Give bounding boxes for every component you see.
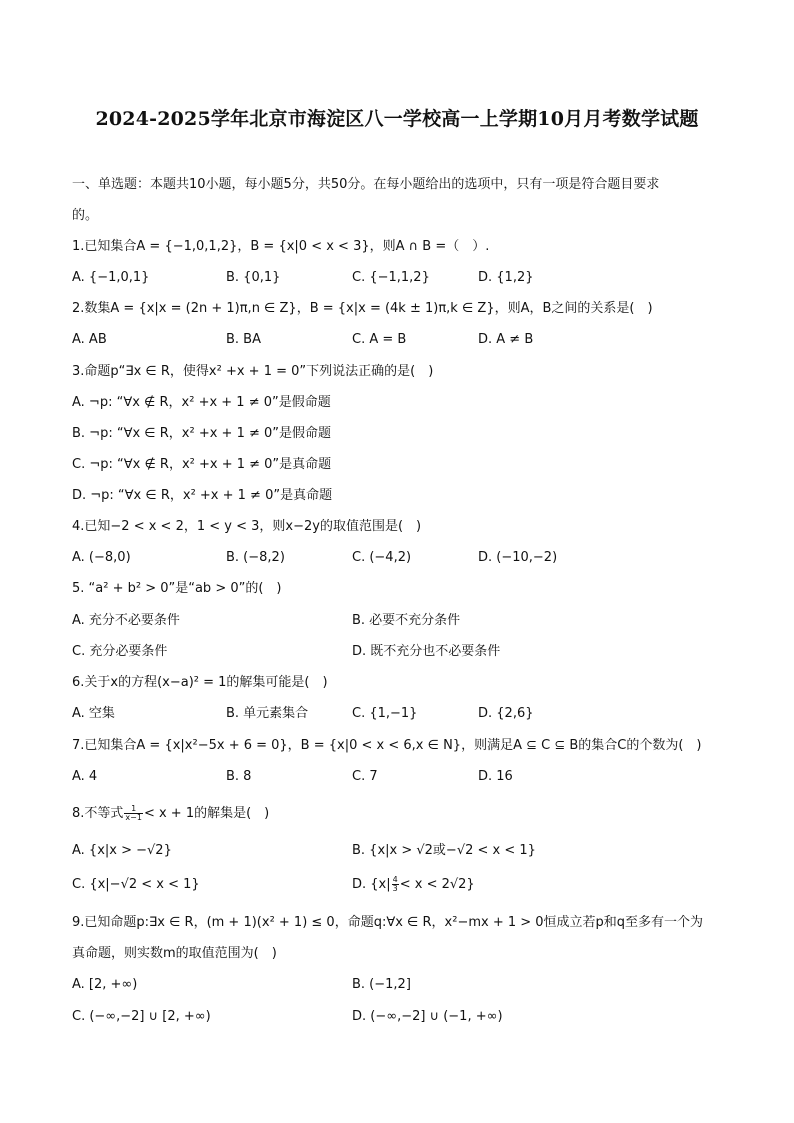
question-4-option-b: B. (−8,2) [226, 550, 285, 565]
question-7-option-a: A. 4 [72, 769, 98, 784]
question-6-option-a: A. 空集 [72, 706, 115, 721]
question-1-option-b: B. {0,1} [226, 270, 281, 285]
question-1-option-a: A. {−1,0,1} [72, 270, 150, 285]
question-2-option-d: D. A ≠ B [478, 332, 534, 347]
question-9-stem: 9.已知命题p:∃x ∈ R，(m + 1)(x² + 1) ≤ 0，命题q:∀x ∈ R，x²−mx + 1 > 0恒成立若p和q至多有一个为 [72, 915, 704, 930]
question-2-stem: 2.数集A = {x|x = (2n + 1)π,n ∈ Z}，B = {x|x = (4k ± 1)π,k ∈ Z}，则A，B之间的关系是( ) [72, 301, 653, 316]
question-9-stem-cont: 真命题，则实数m的取值范围为( ) [72, 946, 277, 961]
question-9-option-a: A. [2, +∞) [72, 977, 138, 992]
question-5-option-b: B. 必要不充分条件 [352, 613, 461, 628]
section-instructions-cont: 的。 [72, 208, 99, 223]
question-8-stem-suffix: < x + 1的解集是( ) [143, 806, 270, 821]
question-6-option-d: D. {2,6} [478, 706, 534, 721]
question-9-option-d: D. (−∞,−2] ∪ (−1, +∞) [352, 1009, 503, 1024]
question-6-option-c: C. {1,−1} [352, 706, 418, 721]
question-5-option-c: C. 充分必要条件 [72, 644, 168, 659]
question-9-option-b: B. (−1,2] [352, 977, 411, 992]
question-2-option-b: B. BA [226, 332, 261, 347]
question-4-option-d: D. (−10,−2) [478, 550, 558, 565]
question-6-option-b: B. 单元素集合 [226, 706, 309, 721]
fraction-denominator: x−1 [125, 813, 142, 822]
section-instructions: 一、单选题：本题共10小题，每小题5分，共50分。在每小题给出的选项中，只有一项是符合题目要求 [72, 177, 660, 192]
question-3-option-d: D. ¬p: “∀x ∈ R，x² +x + 1 ≠ 0”是真命题 [72, 488, 333, 503]
question-4-stem: 4.已知−2 < x < 2，1 < y < 3，则x−2y的取值范围是( ) [72, 519, 422, 534]
question-1-stem: 1.已知集合A = {−1,0,1,2}，B = {x|0 < x < 3}，则A ∩ B =（ ）. [72, 239, 490, 254]
question-8-option-b: B. {x|x > √2或−√2 < x < 1} [352, 843, 536, 858]
question-1-option-d: D. {1,2} [478, 270, 534, 285]
question-7-option-d: D. 16 [478, 769, 513, 784]
fraction-numerator: 1 [124, 805, 143, 814]
question-8-option-c: C. {x|−√2 < x < 1} [72, 877, 200, 892]
question-8-option-d [352, 876, 475, 894]
question-8-option-a: A. {x|x > −√2} [72, 843, 172, 858]
option-d-suffix: < x < 2√2} [399, 877, 475, 892]
question-4-option-a: A. (−8,0) [72, 550, 131, 565]
question-2-option-a: A. AB [72, 332, 107, 347]
question-9-option-c: C. (−∞,−2] ∪ [2, +∞) [72, 1009, 211, 1024]
fraction-numerator: 4 [392, 875, 398, 884]
question-7-option-c: C. 7 [352, 769, 378, 784]
question-1-option-c: C. {−1,1,2} [352, 270, 430, 285]
question-8-stem [72, 805, 269, 823]
question-3-option-b: B. ¬p: “∀x ∈ R，x² +x + 1 ≠ 0”是假命题 [72, 426, 331, 441]
question-3-option-a: A. ¬p: “∀x ∉ R，x² +x + 1 ≠ 0”是假命题 [72, 395, 331, 410]
fraction-denominator: 3 [392, 884, 398, 893]
question-5-option-d: D. 既不充分也不必要条件 [352, 644, 501, 659]
question-6-stem: 6.关于x的方程(x−a)² = 1的解集可能是( ) [72, 675, 328, 690]
question-8-fraction [124, 805, 143, 822]
question-8-stem-prefix: 8.不等式 [72, 806, 124, 821]
option-d-fraction [392, 876, 399, 893]
question-5-stem: 5. “a² + b² > 0”是“ab > 0”的( ) [72, 581, 282, 596]
question-7-stem: 7.已知集合A = {x|x²−5x + 6 = 0}，B = {x|0 < x < 6,x ∈ N}，则满足A ⊆ C ⊆ B的集合C的个数为( ) [72, 738, 702, 753]
question-5-option-a: A. 充分不必要条件 [72, 613, 180, 628]
question-3-option-c: C. ¬p: “∀x ∉ R，x² +x + 1 ≠ 0”是真命题 [72, 457, 332, 472]
question-2-option-c: C. A = B [352, 332, 407, 347]
question-4-option-c: C. (−4,2) [352, 550, 412, 565]
option-d-prefix: D. {x| [352, 877, 391, 892]
question-3-stem: 3.命题p“∃x ∈ R，使得x² +x + 1 = 0”下列说法正确的是( ) [72, 364, 434, 379]
page-title: 2024-2025学年北京市海淀区八一学校高一上学期10月月考数学试题 [95, 108, 699, 130]
question-7-option-b: B. 8 [226, 769, 252, 784]
